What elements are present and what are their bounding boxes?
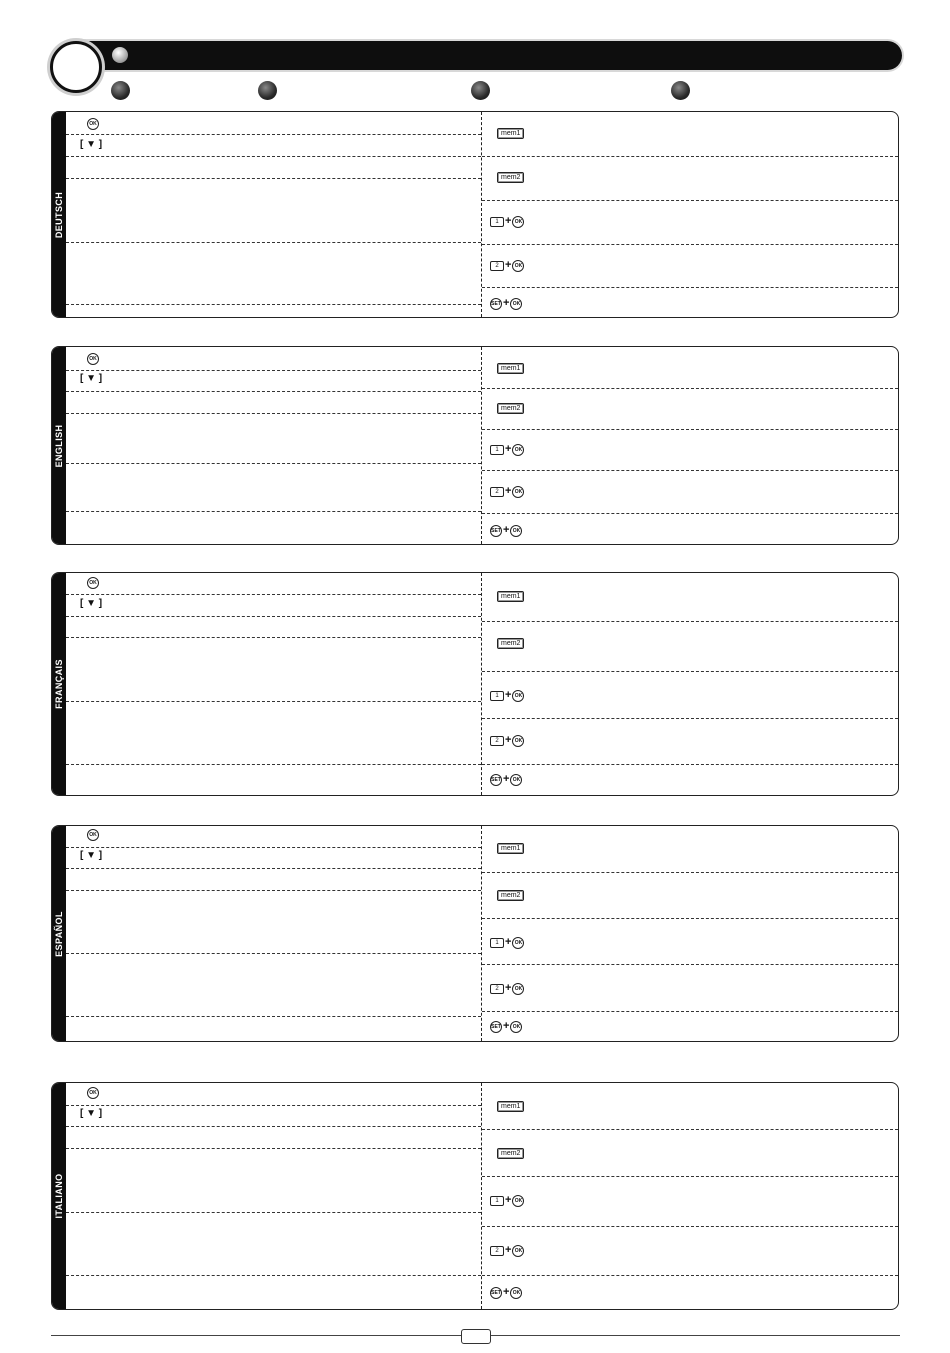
ok-key: OK bbox=[512, 216, 524, 228]
key1-plus-ok-icon bbox=[490, 215, 524, 228]
row-divider bbox=[66, 463, 481, 464]
row-divider bbox=[66, 1212, 481, 1213]
mem2-key-icon bbox=[497, 1147, 524, 1160]
mem1-key-icon bbox=[497, 1100, 524, 1113]
mem1-key: mem1 bbox=[497, 363, 524, 374]
step-bullet-icon bbox=[111, 81, 130, 100]
plus-sign: + bbox=[505, 259, 512, 271]
row-divider bbox=[482, 671, 898, 672]
key2: 2 bbox=[490, 1246, 504, 1256]
language-label: FRANÇAIS bbox=[54, 659, 64, 709]
key2: 2 bbox=[490, 736, 504, 746]
row-divider bbox=[482, 470, 898, 471]
language-panel bbox=[51, 111, 899, 318]
down-arrow-label: [ ▼ ] bbox=[80, 373, 103, 384]
row-divider bbox=[482, 918, 898, 919]
language-tab bbox=[52, 573, 66, 795]
mem1-key: mem1 bbox=[497, 128, 524, 139]
plus-sign: + bbox=[505, 485, 512, 497]
plus-sign: + bbox=[505, 443, 512, 455]
plus-sign: + bbox=[505, 936, 512, 948]
plus-sign: + bbox=[505, 734, 512, 746]
row-divider bbox=[482, 764, 898, 765]
row-divider bbox=[482, 287, 898, 288]
ok-key: OK bbox=[512, 486, 524, 498]
plus-sign: + bbox=[505, 215, 512, 227]
row-divider bbox=[66, 304, 481, 305]
plus-sign: + bbox=[505, 1194, 512, 1206]
set-plus-ok-icon bbox=[490, 524, 522, 537]
set-plus-ok-icon bbox=[490, 773, 522, 786]
row-divider bbox=[66, 178, 481, 179]
key2: 2 bbox=[490, 984, 504, 994]
set-plus-ok-icon bbox=[490, 1020, 522, 1033]
language-label: ITALIANO bbox=[54, 1173, 64, 1219]
row-divider bbox=[66, 511, 481, 512]
set-key: SET bbox=[490, 525, 502, 537]
set-key: SET bbox=[490, 298, 502, 310]
row-divider bbox=[66, 156, 481, 157]
row-divider bbox=[482, 718, 898, 719]
key1-plus-ok-icon bbox=[490, 443, 524, 456]
row-divider bbox=[66, 1275, 481, 1276]
mem1-key-icon bbox=[497, 127, 524, 140]
row-divider bbox=[66, 594, 481, 595]
ok-key: OK bbox=[510, 298, 522, 310]
header-bullet-icon bbox=[112, 47, 128, 63]
plus-sign: + bbox=[505, 1244, 512, 1256]
key1: 1 bbox=[490, 1196, 504, 1206]
language-tab bbox=[52, 347, 66, 544]
row-divider bbox=[66, 847, 481, 848]
plus-sign: + bbox=[503, 773, 510, 785]
row-divider bbox=[66, 242, 481, 243]
row-divider bbox=[482, 1129, 898, 1130]
row-divider bbox=[66, 701, 481, 702]
ok-button-icon: OK bbox=[87, 118, 99, 130]
mem2-key: mem2 bbox=[497, 172, 524, 183]
row-divider bbox=[482, 388, 898, 389]
plus-sign: + bbox=[503, 1020, 510, 1032]
mem2-key: mem2 bbox=[497, 1148, 524, 1159]
step-bullet-icon bbox=[258, 81, 277, 100]
set-plus-ok-icon bbox=[490, 297, 522, 310]
row-divider bbox=[66, 1105, 481, 1106]
ok-key: OK bbox=[512, 983, 524, 995]
row-divider bbox=[66, 134, 481, 135]
ok-button-icon: OK bbox=[87, 577, 99, 589]
step-bullet-icon bbox=[671, 81, 690, 100]
key2-plus-ok-icon bbox=[490, 734, 524, 747]
ok-key: OK bbox=[512, 735, 524, 747]
row-divider bbox=[66, 890, 481, 891]
key2-plus-ok-icon bbox=[490, 982, 524, 995]
language-panel bbox=[51, 572, 899, 796]
row-divider bbox=[66, 868, 481, 869]
key2: 2 bbox=[490, 261, 504, 271]
down-arrow-label: [ ▼ ] bbox=[80, 598, 103, 609]
language-panel bbox=[51, 346, 899, 545]
key2-plus-ok-icon bbox=[490, 259, 524, 272]
mem1-key: mem1 bbox=[497, 843, 524, 854]
ok-key: OK bbox=[510, 525, 522, 537]
row-divider bbox=[482, 1011, 898, 1012]
key2: 2 bbox=[490, 487, 504, 497]
down-arrow-label: [ ▼ ] bbox=[80, 1108, 103, 1119]
row-divider bbox=[482, 1226, 898, 1227]
mem2-key: mem2 bbox=[497, 638, 524, 649]
ok-key: OK bbox=[512, 1245, 524, 1257]
header-circle bbox=[50, 41, 102, 93]
row-divider bbox=[482, 200, 898, 201]
ok-key: OK bbox=[510, 774, 522, 786]
plus-sign: + bbox=[503, 297, 510, 309]
mem2-key: mem2 bbox=[497, 403, 524, 414]
plus-sign: + bbox=[503, 1286, 510, 1298]
mem1-key-icon bbox=[497, 842, 524, 855]
language-label: DEUTSCH bbox=[54, 191, 64, 238]
key1-plus-ok-icon bbox=[490, 936, 524, 949]
row-divider bbox=[66, 391, 481, 392]
row-divider bbox=[66, 616, 481, 617]
row-divider bbox=[66, 953, 481, 954]
row-divider bbox=[482, 429, 898, 430]
ok-key: OK bbox=[512, 1195, 524, 1207]
down-arrow-label: [ ▼ ] bbox=[80, 139, 103, 150]
key2-plus-ok-icon bbox=[490, 485, 524, 498]
key1: 1 bbox=[490, 217, 504, 227]
row-divider bbox=[482, 964, 898, 965]
language-label: ENGLISH bbox=[54, 424, 64, 467]
ok-key: OK bbox=[510, 1287, 522, 1299]
ok-key: OK bbox=[512, 937, 524, 949]
mem2-key-icon bbox=[497, 402, 524, 415]
step-bullet-icon bbox=[471, 81, 490, 100]
page-number bbox=[461, 1329, 491, 1344]
set-plus-ok-icon bbox=[490, 1286, 522, 1299]
row-divider bbox=[66, 413, 481, 414]
set-key: SET bbox=[490, 1287, 502, 1299]
row-divider bbox=[482, 872, 898, 873]
plus-sign: + bbox=[505, 689, 512, 701]
row-divider bbox=[66, 1148, 481, 1149]
row-divider bbox=[66, 637, 481, 638]
set-key: SET bbox=[490, 1021, 502, 1033]
ok-button-icon: OK bbox=[87, 1087, 99, 1099]
key1-plus-ok-icon bbox=[490, 689, 524, 702]
ok-button-icon: OK bbox=[87, 353, 99, 365]
column-divider bbox=[481, 826, 482, 1041]
language-label: ESPAÑOL bbox=[54, 910, 64, 957]
mem1-key: mem1 bbox=[497, 1101, 524, 1112]
mem1-key: mem1 bbox=[497, 591, 524, 602]
ok-key: OK bbox=[510, 1021, 522, 1033]
row-divider bbox=[66, 1016, 481, 1017]
row-divider bbox=[482, 1275, 898, 1276]
mem1-key-icon bbox=[497, 362, 524, 375]
language-tab bbox=[52, 1083, 66, 1309]
row-divider bbox=[482, 156, 898, 157]
mem2-key: mem2 bbox=[497, 890, 524, 901]
ok-key: OK bbox=[512, 260, 524, 272]
mem2-key-icon bbox=[497, 637, 524, 650]
ok-key: OK bbox=[512, 444, 524, 456]
row-divider bbox=[66, 370, 481, 371]
down-arrow-label: [ ▼ ] bbox=[80, 850, 103, 861]
set-key: SET bbox=[490, 774, 502, 786]
key1: 1 bbox=[490, 938, 504, 948]
mem1-key-icon bbox=[497, 590, 524, 603]
key1: 1 bbox=[490, 691, 504, 701]
header-bar bbox=[78, 41, 902, 70]
language-panel bbox=[51, 1082, 899, 1310]
row-divider bbox=[482, 244, 898, 245]
key2-plus-ok-icon bbox=[490, 1244, 524, 1257]
plus-sign: + bbox=[503, 524, 510, 536]
mem2-key-icon bbox=[497, 889, 524, 902]
ok-key: OK bbox=[512, 690, 524, 702]
row-divider bbox=[66, 1126, 481, 1127]
language-tab bbox=[52, 826, 66, 1041]
plus-sign: + bbox=[505, 982, 512, 994]
column-divider bbox=[481, 347, 482, 544]
row-divider bbox=[482, 621, 898, 622]
key1-plus-ok-icon bbox=[490, 1194, 524, 1207]
language-tab bbox=[52, 112, 66, 317]
column-divider bbox=[481, 573, 482, 795]
row-divider bbox=[66, 764, 481, 765]
language-panel bbox=[51, 825, 899, 1042]
mem2-key-icon bbox=[497, 171, 524, 184]
row-divider bbox=[482, 1176, 898, 1177]
ok-button-icon: OK bbox=[87, 829, 99, 841]
row-divider bbox=[482, 513, 898, 514]
key1: 1 bbox=[490, 445, 504, 455]
